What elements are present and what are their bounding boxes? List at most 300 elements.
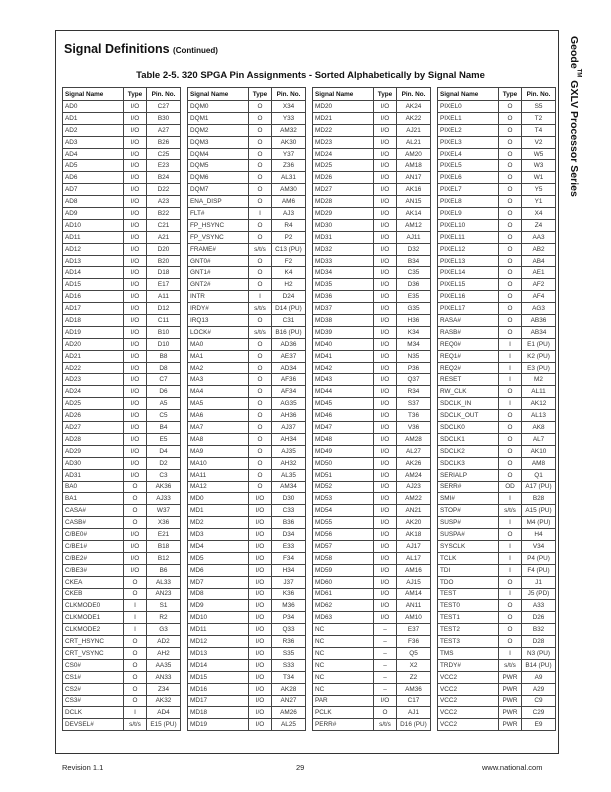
table-row (313, 374, 431, 386)
table-row (188, 707, 306, 719)
pin-number-cell: AK16 (397, 184, 431, 196)
type-cell: O (249, 374, 272, 386)
type-cell: I/O (374, 362, 397, 374)
column-header-name: Signal Name (313, 88, 374, 101)
signal-name-cell: PIXEL17 (438, 303, 499, 315)
pin-number-cell: AM24 (397, 469, 431, 481)
type-cell: I/O (374, 279, 397, 291)
type-cell: O (499, 124, 522, 136)
type-cell: I/O (374, 410, 397, 422)
type-cell: s/t/s (499, 505, 522, 517)
type-cell: O (124, 576, 147, 588)
pin-number-cell: S1 (147, 600, 181, 612)
signal-name-cell: MD6 (188, 564, 249, 576)
table-row (63, 291, 181, 303)
pin-number-cell: B18 (147, 540, 181, 552)
type-cell: I/O (124, 422, 147, 434)
signal-name-cell: MD7 (188, 576, 249, 588)
pin-number-cell: AJ23 (397, 481, 431, 493)
signal-name-cell: MD48 (313, 433, 374, 445)
type-cell: I/O (124, 148, 147, 160)
signal-name-cell: AD10 (63, 219, 124, 231)
table-row (188, 445, 306, 457)
type-cell: I/O (374, 564, 397, 576)
signal-name-cell: MD49 (313, 445, 374, 457)
type-cell: PWR (499, 707, 522, 719)
table-row (63, 576, 181, 588)
column-header-name: Signal Name (438, 88, 499, 101)
table-row (438, 136, 556, 148)
pin-number-cell: AM28 (397, 433, 431, 445)
type-cell: s/t/s (374, 719, 397, 731)
type-cell: I (499, 493, 522, 505)
type-cell: I (499, 398, 522, 410)
type-cell: I/O (374, 219, 397, 231)
type-cell: O (249, 112, 272, 124)
table-row (188, 540, 306, 552)
signal-name-cell: NC (313, 659, 374, 671)
pin-number-cell: AH36 (272, 410, 306, 422)
signal-name-cell: MD37 (313, 303, 374, 315)
pin-number-cell: Z36 (272, 160, 306, 172)
pin-number-cell: AN27 (272, 695, 306, 707)
pin-number-cell: W5 (522, 148, 556, 160)
table-row (63, 148, 181, 160)
type-cell: I/O (124, 398, 147, 410)
signal-name-cell: MA9 (188, 445, 249, 457)
type-cell: I/O (374, 540, 397, 552)
pin-table-3 (312, 87, 431, 731)
pin-number-cell: S35 (272, 647, 306, 659)
signal-name-cell: AD13 (63, 255, 124, 267)
pin-number-cell: AG35 (272, 398, 306, 410)
signal-name-cell: AD22 (63, 362, 124, 374)
signal-name-cell: PIXEL8 (438, 196, 499, 208)
type-cell: I/O (249, 505, 272, 517)
signal-name-cell: FP_HSYNC (188, 219, 249, 231)
pin-number-cell: AM36 (397, 683, 431, 695)
table-header-row (438, 88, 556, 101)
type-cell: O (124, 683, 147, 695)
pin-number-cell: D22 (147, 184, 181, 196)
signal-name-cell: DCLK (63, 707, 124, 719)
signal-name-cell: MD4 (188, 540, 249, 552)
table-row (188, 683, 306, 695)
table-row (313, 362, 431, 374)
signal-name-cell: FLT# (188, 208, 249, 220)
table-row (188, 291, 306, 303)
pin-number-cell: X36 (147, 517, 181, 529)
type-cell: O (124, 481, 147, 493)
signal-name-cell: AD2 (63, 124, 124, 136)
pin-number-cell: N35 (397, 350, 431, 362)
table-row (63, 671, 181, 683)
table-row (188, 695, 306, 707)
table-row (63, 457, 181, 469)
table-row (438, 374, 556, 386)
pin-number-cell: AM14 (397, 588, 431, 600)
signal-name-cell: DQM4 (188, 148, 249, 160)
type-cell: PWR (499, 719, 522, 731)
pin-number-cell: AL25 (272, 719, 306, 731)
type-cell: I/O (124, 564, 147, 576)
pin-number-cell: AL7 (522, 433, 556, 445)
type-cell: I/O (249, 564, 272, 576)
type-cell: I (124, 707, 147, 719)
type-cell: I/O (124, 529, 147, 541)
side-title (568, 36, 582, 197)
pin-number-cell: AK36 (147, 481, 181, 493)
type-cell: I/O (249, 540, 272, 552)
table-row (313, 576, 431, 588)
type-cell: O (249, 315, 272, 327)
pin-number-cell: B28 (522, 493, 556, 505)
signal-name-cell: MD41 (313, 350, 374, 362)
signal-name-cell: MD53 (313, 493, 374, 505)
pin-number-cell: H36 (397, 315, 431, 327)
signal-name-cell: CRT_VSYNC (63, 647, 124, 659)
pin-assignment-tables (62, 87, 556, 731)
pin-number-cell: AD2 (147, 636, 181, 648)
type-cell: I (249, 208, 272, 220)
pin-number-cell: AL17 (397, 552, 431, 564)
table-row (313, 647, 431, 659)
type-cell: O (499, 410, 522, 422)
type-cell: I/O (124, 386, 147, 398)
type-cell: O (249, 160, 272, 172)
signal-name-cell: DQM0 (188, 101, 249, 113)
table-row (63, 315, 181, 327)
table-row (313, 493, 431, 505)
signal-name-cell: MD2 (188, 517, 249, 529)
pin-number-cell: A11 (147, 291, 181, 303)
pin-number-cell: F34 (272, 552, 306, 564)
type-cell: I/O (374, 326, 397, 338)
table-row (188, 362, 306, 374)
table-row (188, 160, 306, 172)
signal-name-cell: MA0 (188, 338, 249, 350)
type-cell: I/O (374, 552, 397, 564)
table-row (313, 219, 431, 231)
table-row (438, 124, 556, 136)
table-row (313, 517, 431, 529)
pin-number-cell: D6 (147, 386, 181, 398)
table-row (63, 636, 181, 648)
signal-name-cell: MD15 (188, 671, 249, 683)
signal-name-cell: MD27 (313, 184, 374, 196)
type-cell: I/O (124, 267, 147, 279)
signal-name-cell: DQM1 (188, 112, 249, 124)
signal-name-cell: LOCK# (188, 326, 249, 338)
table-row (313, 588, 431, 600)
signal-name-cell: SUSP# (438, 517, 499, 529)
signal-name-cell: PIXEL12 (438, 243, 499, 255)
table-row (438, 433, 556, 445)
signal-name-cell: RESET (438, 374, 499, 386)
type-cell: O (499, 267, 522, 279)
pin-number-cell: AM30 (272, 184, 306, 196)
table-row (438, 624, 556, 636)
table-row (313, 148, 431, 160)
type-cell: I/O (124, 374, 147, 386)
pin-number-cell: E23 (147, 160, 181, 172)
signal-name-cell: MA2 (188, 362, 249, 374)
table-row (438, 552, 556, 564)
pin-number-cell: AM22 (397, 493, 431, 505)
pin-number-cell: AG3 (522, 303, 556, 315)
signal-name-cell: MD16 (188, 683, 249, 695)
type-cell: O (499, 303, 522, 315)
signal-name-cell: NC (313, 624, 374, 636)
table-row (188, 112, 306, 124)
pin-number-cell: AF2 (522, 279, 556, 291)
pin-number-cell: R36 (272, 636, 306, 648)
type-cell: I/O (124, 315, 147, 327)
table-row (63, 326, 181, 338)
table-row (438, 695, 556, 707)
signal-name-cell: MD50 (313, 457, 374, 469)
pin-number-cell: M4 (PU) (522, 517, 556, 529)
pin-number-cell: AB34 (522, 326, 556, 338)
table-row (438, 386, 556, 398)
signal-name-cell: VCC2 (438, 671, 499, 683)
table-row (63, 612, 181, 624)
type-cell: I/O (374, 291, 397, 303)
pin-number-cell: B22 (147, 208, 181, 220)
signal-name-cell: REQ1# (438, 350, 499, 362)
signal-name-cell: AD28 (63, 433, 124, 445)
signal-name-cell: AD30 (63, 457, 124, 469)
type-cell: I (124, 612, 147, 624)
type-cell: O (249, 422, 272, 434)
table-row (438, 612, 556, 624)
table-row (63, 600, 181, 612)
pin-number-cell: AK28 (272, 683, 306, 695)
pin-number-cell: R2 (147, 612, 181, 624)
pin-number-cell: F2 (272, 255, 306, 267)
signal-name-cell: MD28 (313, 196, 374, 208)
table-row (438, 291, 556, 303)
type-cell: O (249, 362, 272, 374)
pin-number-cell: C5 (147, 410, 181, 422)
pin-number-cell: E33 (272, 540, 306, 552)
signal-name-cell: CLKMODE1 (63, 612, 124, 624)
table-row (438, 481, 556, 493)
type-cell: I/O (374, 196, 397, 208)
signal-name-cell: ENA_DISP (188, 196, 249, 208)
signal-name-cell: MD32 (313, 243, 374, 255)
type-cell: – (374, 659, 397, 671)
table-row (63, 231, 181, 243)
signal-name-cell: VCC2 (438, 719, 499, 731)
table-row (63, 208, 181, 220)
pin-number-cell: AF36 (272, 374, 306, 386)
signal-name-cell: PERR# (313, 719, 374, 731)
table-header-row (63, 88, 181, 101)
type-cell: I (499, 350, 522, 362)
table-row (438, 659, 556, 671)
table-row (438, 493, 556, 505)
pin-table-4 (437, 87, 556, 731)
table-row (313, 160, 431, 172)
table-row (63, 469, 181, 481)
type-cell: O (499, 148, 522, 160)
signal-name-cell: MD45 (313, 398, 374, 410)
table-row (438, 719, 556, 731)
signal-name-cell: FRAME# (188, 243, 249, 255)
signal-name-cell: NC (313, 647, 374, 659)
table-row (313, 303, 431, 315)
table-row (63, 564, 181, 576)
signal-name-cell: MA4 (188, 386, 249, 398)
type-cell: O (249, 433, 272, 445)
signal-name-cell: MD18 (188, 707, 249, 719)
table-row (188, 636, 306, 648)
table-row (188, 303, 306, 315)
table-row (63, 647, 181, 659)
footer-revision: Revision 1.1 (62, 763, 104, 772)
pin-number-cell: D4 (147, 445, 181, 457)
table-row (188, 172, 306, 184)
signal-name-cell: MD59 (313, 564, 374, 576)
signal-name-cell: C/BE0# (63, 529, 124, 541)
signal-name-cell: MD13 (188, 647, 249, 659)
pin-number-cell: E3 (PU) (522, 362, 556, 374)
table-row (438, 303, 556, 315)
signal-name-cell: NC (313, 683, 374, 695)
type-cell: I/O (374, 445, 397, 457)
table-row (438, 184, 556, 196)
signal-name-cell: TEST2 (438, 624, 499, 636)
type-cell: I (499, 362, 522, 374)
table-row (188, 208, 306, 220)
signal-name-cell: AD18 (63, 315, 124, 327)
type-cell: O (124, 695, 147, 707)
pin-number-cell: F36 (397, 636, 431, 648)
signal-name-cell: SYSCLK (438, 540, 499, 552)
signal-name-cell: NC (313, 636, 374, 648)
signal-name-cell: DQM6 (188, 172, 249, 184)
type-cell: I/O (124, 184, 147, 196)
table-row (313, 255, 431, 267)
type-cell: I/O (249, 707, 272, 719)
signal-name-cell: SDCLK0 (438, 422, 499, 434)
signal-name-cell: PIXEL1 (438, 112, 499, 124)
type-cell: I/O (124, 136, 147, 148)
table-row (188, 493, 306, 505)
type-cell: s/t/s (499, 659, 522, 671)
pin-number-cell: W3 (522, 160, 556, 172)
type-cell: I/O (374, 481, 397, 493)
signal-name-cell: MD0 (188, 493, 249, 505)
table-row (188, 529, 306, 541)
table-row (438, 422, 556, 434)
table-row (63, 350, 181, 362)
signal-name-cell: MD60 (313, 576, 374, 588)
pin-number-cell: D14 (PU) (272, 303, 306, 315)
pin-number-cell: AN33 (147, 671, 181, 683)
type-cell: I/O (124, 433, 147, 445)
signal-name-cell: CS1# (63, 671, 124, 683)
table-row (188, 481, 306, 493)
type-cell: I/O (374, 267, 397, 279)
table-row (438, 600, 556, 612)
table-row (313, 469, 431, 481)
type-cell: I/O (124, 208, 147, 220)
table-row (313, 231, 431, 243)
table-row (63, 219, 181, 231)
signal-name-cell: MD9 (188, 600, 249, 612)
type-cell: I (499, 517, 522, 529)
signal-name-cell: CKEB (63, 588, 124, 600)
signal-name-cell: GNT0# (188, 255, 249, 267)
type-cell: O (249, 196, 272, 208)
type-cell: I/O (249, 695, 272, 707)
signal-name-cell: MD29 (313, 208, 374, 220)
type-cell: PWR (499, 695, 522, 707)
pin-number-cell: A9 (522, 671, 556, 683)
table-row (313, 279, 431, 291)
signal-name-cell: PIXEL15 (438, 279, 499, 291)
signal-name-cell: MD56 (313, 529, 374, 541)
signal-name-cell: SDCLK_OUT (438, 410, 499, 422)
pin-number-cell: K34 (397, 326, 431, 338)
table-row (188, 433, 306, 445)
table-row (188, 374, 306, 386)
type-cell: O (499, 231, 522, 243)
type-cell: I/O (374, 160, 397, 172)
pin-number-cell: C17 (397, 695, 431, 707)
column-header-type: Type (499, 88, 522, 101)
pin-number-cell: AK8 (522, 422, 556, 434)
signal-name-cell: MD61 (313, 588, 374, 600)
signal-name-cell: INTR (188, 291, 249, 303)
table-row (63, 433, 181, 445)
pin-number-cell: E5 (147, 433, 181, 445)
pin-number-cell: B34 (397, 255, 431, 267)
pin-number-cell: D10 (147, 338, 181, 350)
pin-number-cell: C3 (147, 469, 181, 481)
table-row (438, 231, 556, 243)
type-cell: O (124, 505, 147, 517)
type-cell: I/O (374, 172, 397, 184)
table-row (188, 255, 306, 267)
table-row (438, 636, 556, 648)
pin-number-cell: AN21 (397, 505, 431, 517)
pin-table-2 (187, 87, 306, 731)
table-row (63, 374, 181, 386)
pin-number-cell: D26 (522, 612, 556, 624)
signal-name-cell: MD57 (313, 540, 374, 552)
type-cell: I/O (374, 338, 397, 350)
table-row (438, 101, 556, 113)
type-cell: I (499, 552, 522, 564)
type-cell: I (499, 540, 522, 552)
signal-name-cell: MD19 (188, 719, 249, 731)
pin-number-cell: C31 (272, 315, 306, 327)
type-cell: O (249, 172, 272, 184)
type-cell: I/O (124, 160, 147, 172)
pin-number-cell: A15 (PU) (522, 505, 556, 517)
table-row (313, 612, 431, 624)
type-cell: I/O (124, 112, 147, 124)
type-cell: I/O (249, 636, 272, 648)
table-row (188, 101, 306, 113)
type-cell: O (499, 445, 522, 457)
table-row (438, 529, 556, 541)
type-cell: O (499, 279, 522, 291)
type-cell: O (249, 338, 272, 350)
